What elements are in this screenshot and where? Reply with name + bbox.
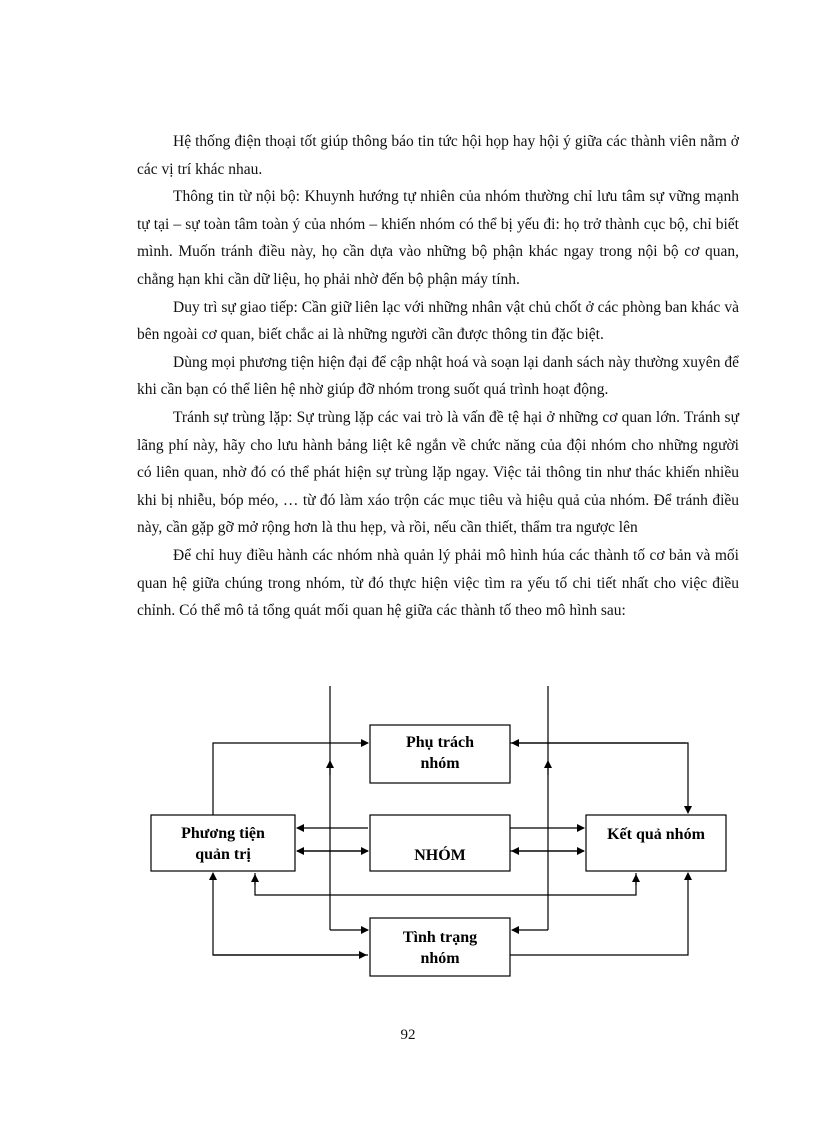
paragraph: Để chỉ huy điều hành các nhóm nhà quản lý phải mô hình húa các thành tố cơ bản và mối quan hệ giữa chúng trong nhóm, từ đó thực hiện việc tìm ra yếu tố chi tiết nhất cho việc điều chỉnh. Có thể mô tả tổng quát mối quan hệ giữa các thành tố theo mô hình sau:	[137, 546, 739, 620]
label-team-status-line2: nhóm	[420, 950, 460, 967]
label-team-leader-line1: Phụ trách	[406, 734, 474, 751]
label-management-tools-line2: quản trị	[195, 846, 251, 863]
label-team: NHÓM	[414, 847, 466, 864]
arrow-bottom-to-right	[510, 873, 688, 955]
label-team-leader-line2: nhóm	[420, 755, 460, 772]
label-management-tools-line1: Phương tiện	[181, 825, 265, 842]
paragraph: Dùng mọi phương tiện hiện đại để cập nhật hoá và soạn lại danh sách này thường xuyên để khi cần bạn có thể liên hệ nhờ giúp đỡ nhóm trong suốt quá trình hoạt động.	[137, 353, 739, 399]
label-team-results: Kết quả nhóm	[607, 826, 705, 843]
box-team-status	[370, 918, 510, 976]
paragraph: Hệ thống điện thoại tốt giúp thông báo tin tức hội họp hay hội ý giữa các thành viên nằm ở các vị trí khác nhau.	[137, 133, 739, 178]
paragraph: Thông tin từ nội bộ: Khuynh hướng tự nhiên của nhóm thường chỉ lưu tâm sự vững mạnh tự tại – sự toàn tâm toàn ý của nhóm – khiến nhóm có thể bị yếu đi: họ trở thành cục bộ, chỉ biết mình. Muốn tránh điều này, họ cần dựa vào những bộ phận khác ngay trong nội bộ cơ quan, chẳng hạn khi cần dữ liệu, họ phải nhờ đến bộ phận máy tính.	[137, 188, 739, 288]
box-team-results	[586, 815, 726, 871]
paragraph: Duy trì sự giao tiếp: Cần giữ liên lạc với những nhân vật chủ chốt ở các phòng ban khác và bên ngoài cơ quan, biết chắc ai là những người cần được thông tin đặc biệt.	[137, 298, 739, 344]
arrow-bottom-to-left	[213, 873, 368, 955]
page-number: 92	[400, 1027, 416, 1043]
arrow-top-to-right	[510, 743, 688, 813]
paragraph: Tránh sự trùng lặp: Sự trùng lặp các vai trò là vấn đề tệ hại ở những cơ quan lớn. Tránh sự lãng phí này, hãy cho lưu hành bảng liệt kê ngắn về chức năng của đội nhóm cho những người có liên quan, nhờ đó có thể phát hiện sự trùng lặp ngay. Việc tải thông tin như thác khiến nhiều khi bị nhiễu, bóp méo, … từ đó làm xáo trộn các mục tiêu và hiệu quả của nhóm. Để tránh điều này, cần gặp gỡ mở rộng hơn là thu hẹp, và rồi, nếu cần thiết, thẩm tra ngược lên	[137, 408, 739, 537]
label-team-status-line1: Tình trạng	[402, 929, 478, 946]
arrow-left-to-top	[213, 743, 368, 815]
feedback-loop	[255, 873, 636, 895]
